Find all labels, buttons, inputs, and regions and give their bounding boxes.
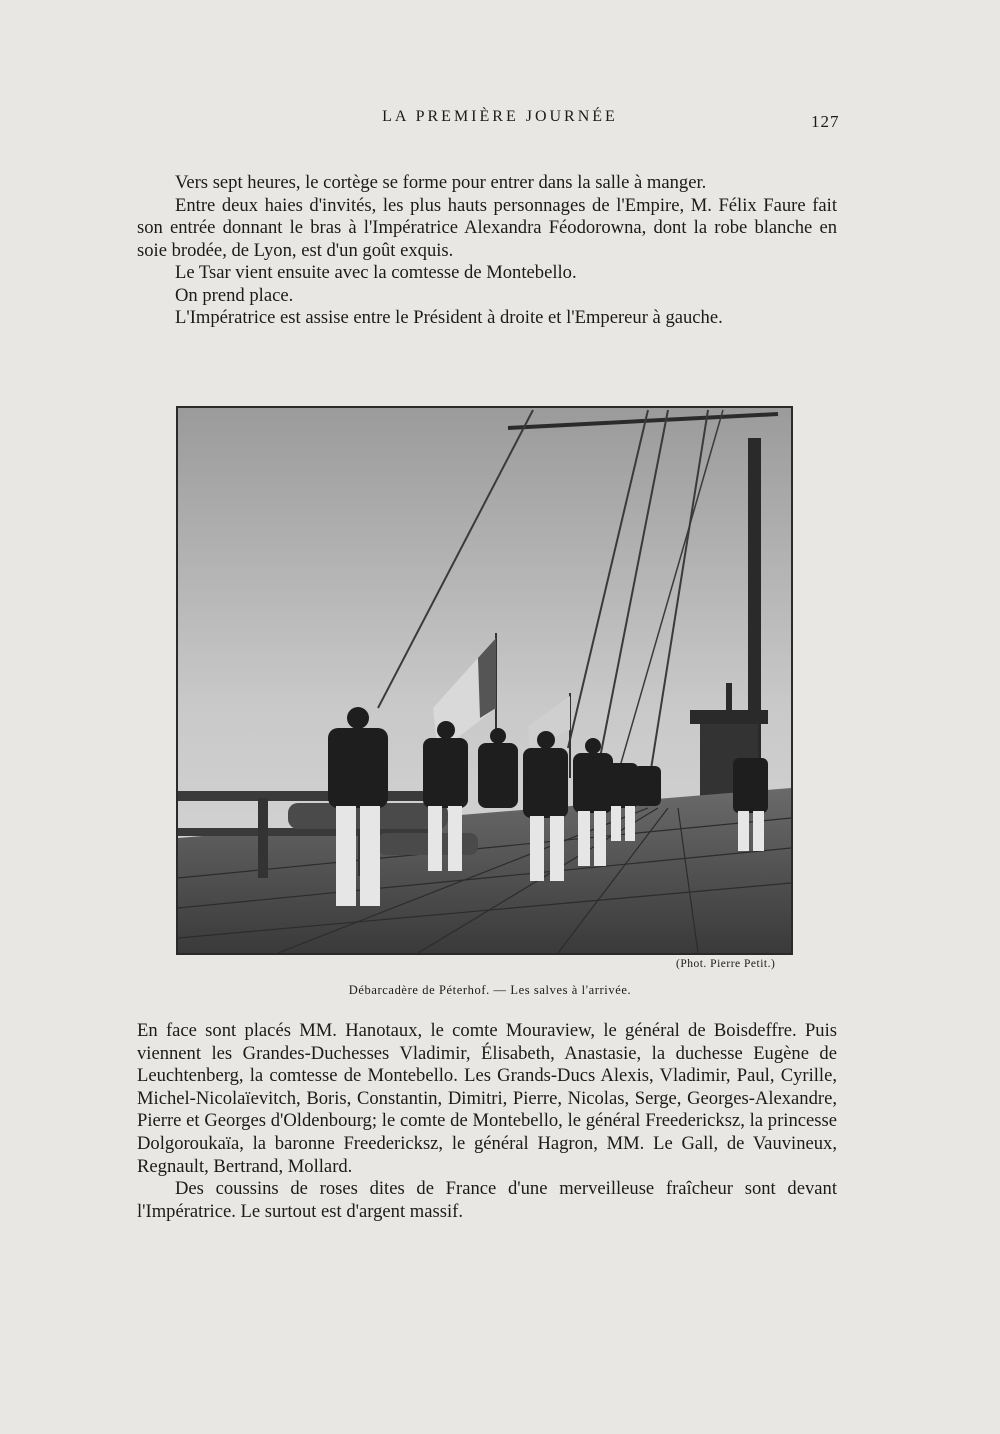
photograph — [176, 406, 793, 955]
paragraph: Des coussins de roses dites de France d'une merveilleuse fraîcheur sont devant l'Impératrice. Le surtout est d'argent massif. — [137, 1178, 837, 1222]
paragraph: Le Tsar vient ensuite avec la comtesse de Montebello. — [175, 262, 577, 283]
photo-caption: Débarcadère de Péterhof. — Les salves à l'arrivée. — [348, 983, 632, 997]
photo-credit: (Phot. Pierre Petit.) — [676, 958, 776, 970]
paragraph: On prend place. — [175, 284, 294, 306]
paragraph: En face sont placés MM. Hanotaux, le comte Mouraview, le général de Boisdeffre. Puis viennent les Grandes-Duchesses Vladimir, Élisabeth, Anastasie, la duchesse Eugène de Leuchtenberg, la comtesse de Montebello. Les Grands-Ducs Alexis, Vladimir, Paul, Cyrille, Michel-Nicolaïevitch, Boris, Constantin, Dimitri, Pierre, Nicolas, Serge, Georges-Alexandre, Pierre et Georges d'Oldenbourg; le comte de Montebello, le général Freedericksz, la princesse Dolgoroukaïa, la baronne Freedericksz, le général Hagron, MM. Le Gall, de Vauvineux, Regnault, Bertrand, Mollard. — [137, 1020, 837, 1177]
paragraph: L'Impératrice est assise entre le Président à droite et l'Empereur à gauche. — [175, 307, 723, 328]
pier-salute-photo — [178, 408, 791, 953]
page-number: 127 — [811, 112, 840, 131]
paragraph: Vers sept heures, le cortège se forme pour entrer dans la salle à manger. — [175, 172, 707, 193]
running-head: LA PREMIÈRE JOURNÉE — [382, 108, 618, 125]
top-text-block — [137, 172, 837, 330]
paragraph: Entre deux haies d'invités, les plus hauts personnages de l'Empire, M. Félix Faure fait son entrée donnant le bras à l'Impératrice Alexandra Féodorowna, dont la robe blanche en soie brodée, de Lyon, est d'un goût exquis. — [137, 194, 837, 261]
bottom-text-block — [137, 1020, 837, 1223]
